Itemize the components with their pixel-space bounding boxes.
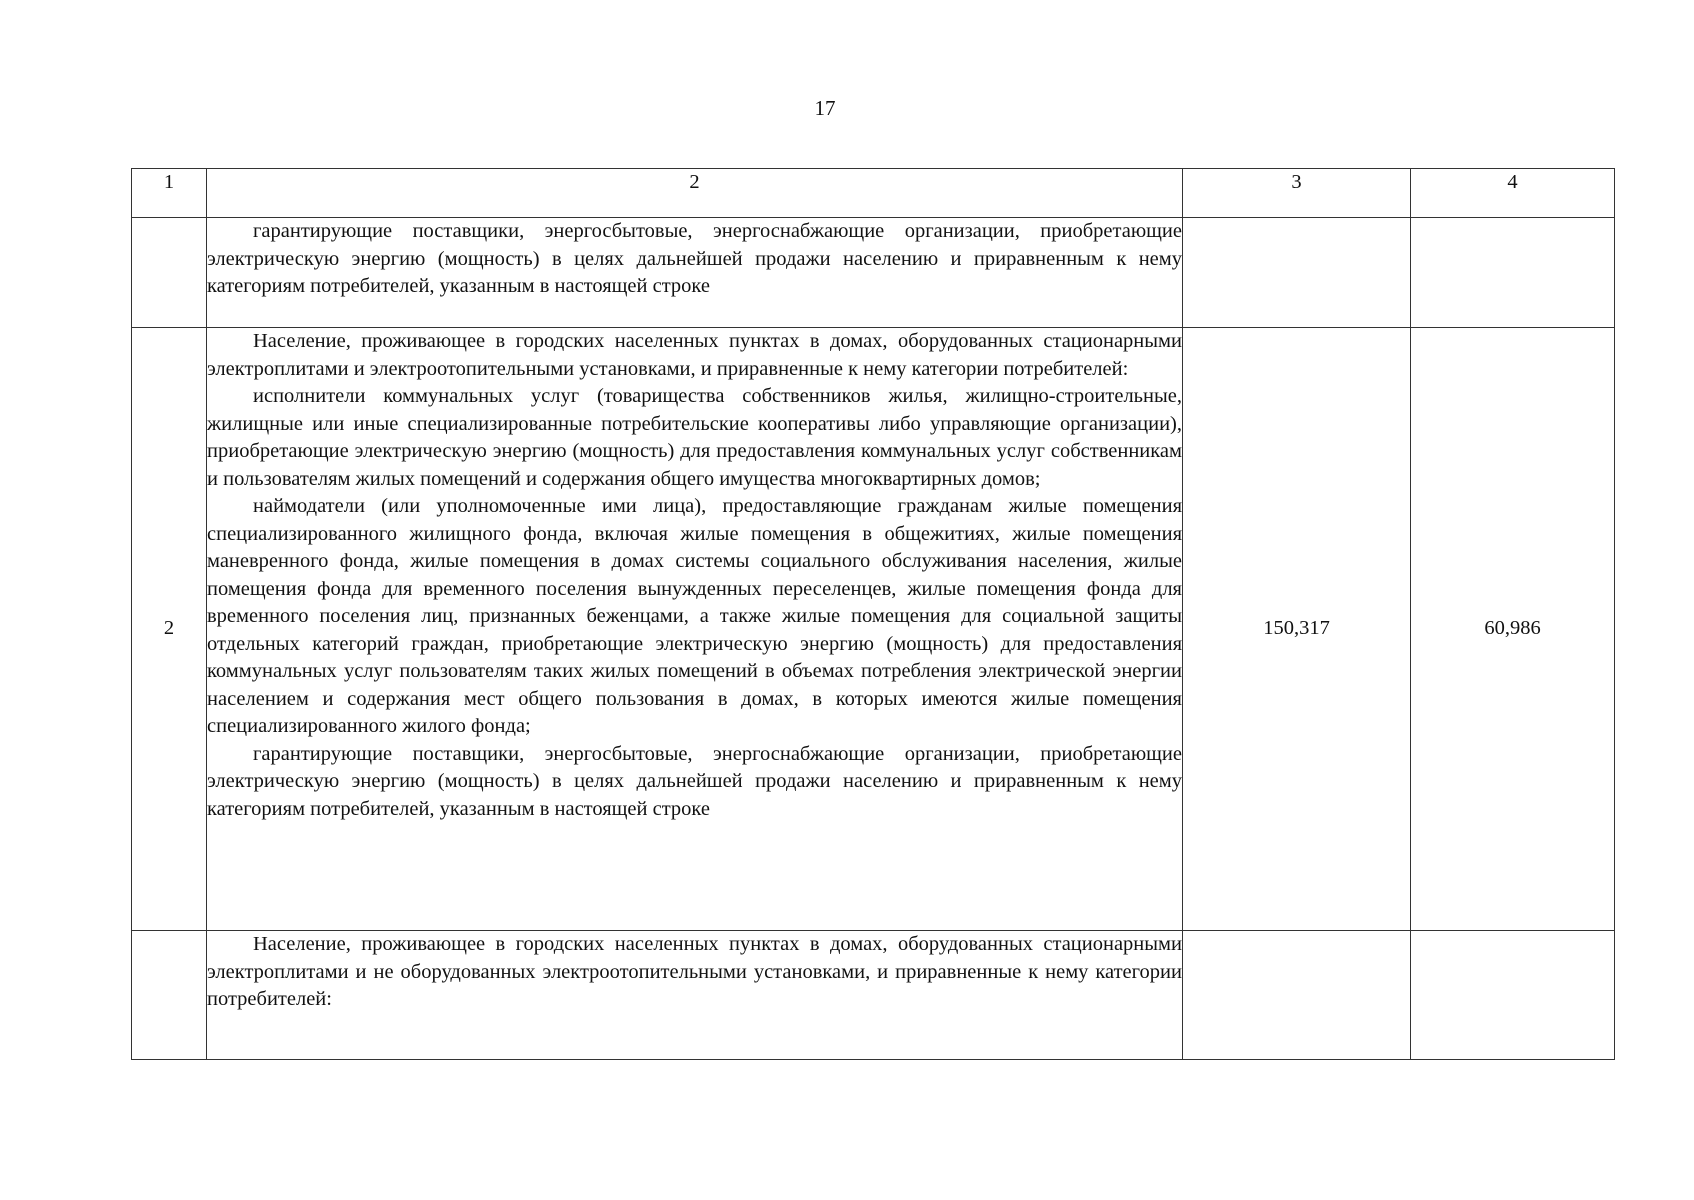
description-paragraph: Население, проживающее в городских населенных пунктах в домах, оборудованных стационарными электроплитами и электроотопительными установками, и приравненные к нему категории потребителей: <box>207 330 1182 380</box>
row-number-cell <box>132 218 207 328</box>
value-cell-col4: 60,986 <box>1411 328 1615 931</box>
value-cell-col4 <box>1411 931 1615 1060</box>
column-header-3: 3 <box>1183 169 1411 218</box>
table-row <box>132 328 1615 931</box>
tariff-table <box>131 168 1615 1060</box>
value-cell-col4 <box>1411 218 1615 328</box>
column-header-1: 1 <box>132 169 207 218</box>
column-header-2: 2 <box>207 169 1183 218</box>
table-row <box>132 931 1615 1060</box>
table-row <box>132 218 1615 328</box>
description-cell <box>207 328 1183 931</box>
description-paragraph: Население, проживающее в городских населенных пунктах в домах, оборудованных стационарными электроплитами и не оборудованных электроотопительными установками, и приравненные к нему категории потребителей: <box>207 933 1182 1010</box>
description-paragraph: гарантирующие поставщики, энергосбытовые, энергоснабжающие организации, приобретающие электрическую энергию (мощность) в целях дальнейшей продажи населению и приравненным к нему категориям потребителей, указанным в настоящей строке <box>207 742 1182 820</box>
value-cell-col3 <box>1183 931 1411 1060</box>
description-paragraph: гарантирующие поставщики, энергосбытовые, энергоснабжающие организации, приобретающие электрическую энергию (мощность) в целях дальнейшей продажи населению и приравненным к нему категориям потребителей, указанным в настоящей строке <box>207 220 1182 297</box>
row-number-cell: 2 <box>132 328 207 931</box>
description-paragraph: наймодатели (или уполномоченные ими лица), предоставляющие гражданам жилые помещения специализированного жилищного фонда, включая жилые помещения в общежитиях, жилые помещения маневренного фонда, жилые помещения в домах системы социального обслуживания населения, жилые помещения фонда для временного поселения вынужденных переселенцев, жилые помещения фонда для временного поселения лиц, признанных беженцами, а также жилые помещения для социальной защиты отдельных категорий граждан, приобретающие электрическую энергию (мощность) для предоставления коммунальных услуг пользователям таких жилых помещений в объемах потребления электрической энергии населением и содержания мест общего пользования в домах, в которых имеются жилые помещения специализированного жилого фонда; <box>207 495 1182 737</box>
row-number-cell <box>132 931 207 1060</box>
table-header-row <box>132 169 1615 218</box>
value-cell-col3: 150,317 <box>1183 328 1411 931</box>
column-header-4: 4 <box>1411 169 1615 218</box>
description-cell <box>207 218 1183 328</box>
value-cell-col3 <box>1183 218 1411 328</box>
page-number: 17 <box>814 96 836 120</box>
description-cell <box>207 931 1183 1060</box>
description-paragraph: исполнители коммунальных услуг (товарищества собственников жилья, жилищно-строительные, жилищные или иные специализированные потребительские кооперативы либо управляющие организации), приобретающие электрическую энергию (мощность) для предоставления коммунальных услуг собственникам и пользователям жилых помещений и содержания общего имущества многоквартирных домов; <box>207 385 1182 490</box>
